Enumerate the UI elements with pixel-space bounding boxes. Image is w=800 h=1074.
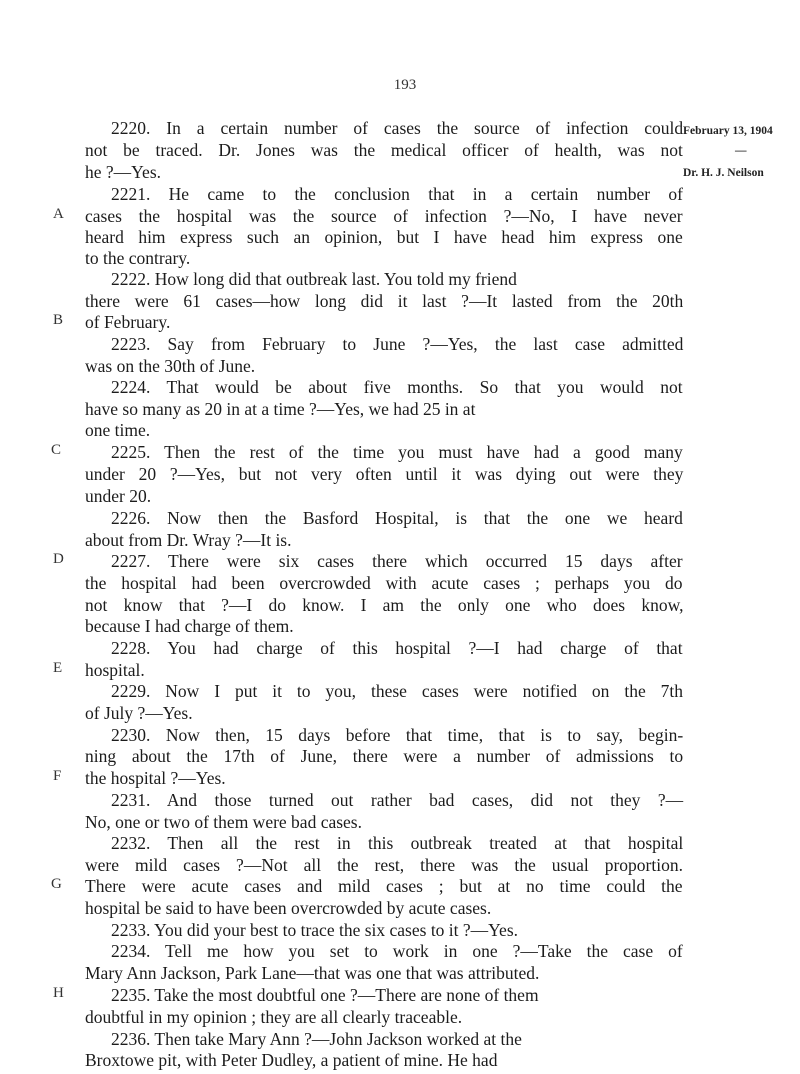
text-line: one time. bbox=[85, 420, 151, 441]
margin-letter-c: C bbox=[51, 441, 62, 458]
text-line: were mild cases ?—Not all the rest, there was the usual proportion. bbox=[85, 855, 683, 876]
margin-letter-d: D bbox=[53, 550, 64, 567]
text-line: was on the 30th of June. bbox=[85, 356, 256, 377]
paragraph-start-line: 2227. There were six cases there which occurred 15 days after bbox=[111, 550, 683, 571]
paragraph-start-line: 2226. Now then the Basford Hospital, is that the one we heard bbox=[111, 507, 683, 528]
side-note-dash: — bbox=[735, 145, 747, 157]
text-line: cases the hospital was the source of infection ?—No, I have never bbox=[85, 206, 683, 227]
paragraph-start-line: 2220. In a certain number of cases the source of infection could bbox=[111, 118, 684, 139]
side-note-date: February 13, 1904 bbox=[683, 125, 773, 137]
paragraph-start-line: 2231. And those turned out rather bad cases, did not they ?— bbox=[111, 790, 684, 811]
text-line: under 20. bbox=[85, 485, 152, 506]
paragraph-start-line: 2225. Then the rest of the time you must have had a good many bbox=[111, 441, 683, 462]
margin-letter-h: H bbox=[53, 985, 64, 1002]
page-number: 193 bbox=[393, 77, 417, 93]
text-line: not know that ?—I do know. I am the only one who does know, bbox=[85, 594, 684, 615]
text-line: have so many as 20 in at a time ?—Yes, we had 25 in at bbox=[85, 399, 476, 420]
paragraph-start-line: 2236. Then take Mary Ann ?—John Jackson worked at the bbox=[111, 1029, 522, 1049]
text-line: under 20 ?—Yes, but not very often until it was dying out were they bbox=[85, 463, 684, 484]
text-line: doubtful in my opinion ; they are all clearly traceable. bbox=[85, 1007, 463, 1028]
text-line: of February. bbox=[85, 312, 171, 333]
text-line: about from Dr. Wray ?—It is. bbox=[85, 529, 292, 550]
text-line: Broxtowe pit, with Peter Dudley, a patient of mine. He had bbox=[85, 1050, 498, 1070]
margin-letter-g: G bbox=[51, 876, 62, 893]
paragraph-start-line: 2228. You had charge of this hospital ?—I had charge of that bbox=[111, 637, 683, 658]
text-line: there were 61 cases—how long did it last ?—It lasted from the 20th bbox=[85, 291, 684, 312]
paragraph-start-line: 2223. Say from February to June ?—Yes, the last case admitted bbox=[111, 334, 684, 355]
text-line: hospital be said to have been overcrowded by acute cases. bbox=[85, 898, 492, 919]
text-line: to the contrary. bbox=[85, 248, 191, 269]
paragraph-start-line: 2234. Tell me how you set to work in one ?—Take the case of bbox=[111, 941, 683, 962]
paragraph-start-line: 2233. You did your best to trace the six cases to it ?—Yes. bbox=[111, 920, 519, 941]
margin-letter-a: A bbox=[53, 206, 64, 223]
text-line: not be traced. Dr. Jones was the medical officer of health, was not bbox=[85, 140, 683, 161]
paragraph-start-line: 2222. How long did that outbreak last. You told my friend bbox=[111, 269, 517, 290]
text-line: the hospital had been overcrowded with acute cases ; perhaps you do bbox=[85, 572, 683, 593]
text-line: Mary Ann Jackson, Park Lane—that was one that was attributed. bbox=[85, 963, 540, 984]
margin-letter-e: E bbox=[53, 659, 63, 676]
paragraph-start-line: 2230. Now then, 15 days before that time, that is to say, begin- bbox=[111, 724, 684, 745]
paragraph-start-line: 2224. That would be about five months. So that you would not bbox=[111, 377, 683, 398]
side-note-witness: Dr. H. J. Neilson bbox=[683, 167, 764, 179]
paragraph-start-line: 2229. Now I put it to you, these cases were notified on the 7th bbox=[111, 680, 683, 701]
text-line: because I had charge of them. bbox=[85, 615, 294, 636]
text-line: ning about the 17th of June, there were a number of admissions to bbox=[85, 746, 684, 767]
margin-letter-f: F bbox=[53, 768, 62, 785]
text-line: the hospital ?—Yes. bbox=[85, 768, 226, 789]
paragraph-start-line: 2235. Take the most doubtful one ?—There are none of them bbox=[111, 985, 539, 1006]
margin-letter-b: B bbox=[53, 312, 64, 329]
paragraph-start-line: 2221. He came to the conclusion that in a certain number of bbox=[111, 184, 683, 205]
text-line: heard him express such an opinion, but I have head him express one bbox=[85, 227, 683, 248]
text-line: of July ?—Yes. bbox=[85, 702, 193, 723]
paragraph-start-line: 2232. Then all the rest in this outbreak treated at that hospital bbox=[111, 833, 684, 854]
text-line: There were acute cases and mild cases ; but at no time could the bbox=[85, 876, 683, 897]
text-line: he ?—Yes. bbox=[85, 162, 161, 183]
text-line: No, one or two of them were bad cases. bbox=[85, 812, 362, 833]
text-line: hospital. bbox=[85, 659, 145, 680]
